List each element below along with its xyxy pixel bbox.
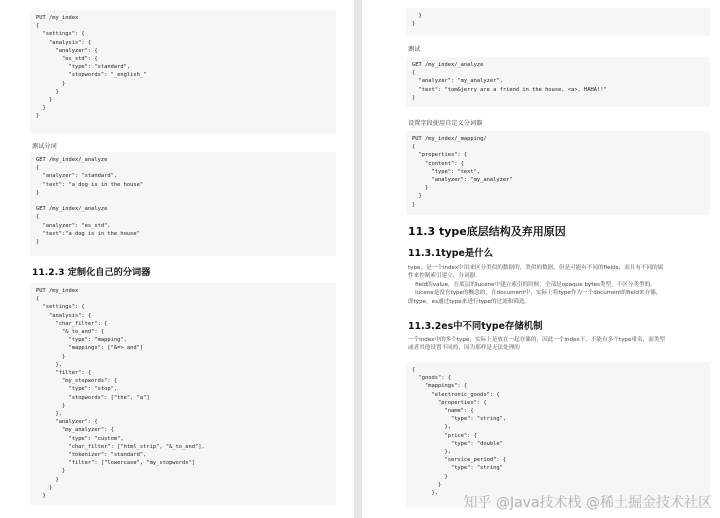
- section-label-field-analyzer: 设置字段使用自定义分词器: [408, 120, 483, 127]
- watermark-text: 知乎 @Java技术栈 @稀土掘金技术社区: [463, 495, 712, 511]
- code-text: PUT /my_index/_mapping/ { "properties": { "content": { "type": "text", "analyzer": "my_analyzer" } } }: [412, 136, 513, 208]
- code-text: { "goods": { "mappings": { "electronic_goods": { "properties": { "name": { "type": "string", }, "price": { "type": "double" }, "service_period": { "type": "string" } } },: [412, 367, 507, 497]
- section-heading-custom-analyzer: 11.2.3 定制化自己的分词器: [32, 267, 151, 278]
- page-divider: [354, 0, 362, 518]
- section-label-test-analyze: 测试分词: [32, 143, 57, 150]
- code-block-analyze: [30, 152, 336, 256]
- code-text: GET /my_index/_analyze { "analyzer": "my_analyzer", "text": "tom&jerry are a friend in the house, <a>, HAHA!!" }: [412, 62, 607, 101]
- left-document-page: [0, 0, 354, 518]
- code-text: PUT /my_index { "settings": { "analysis": { "char_filter": { "&_to_and": { "type": "mapping", "mappings": ["&=> and"] } }, "filter": { "my_stopwords": { "type": "stop", "stopwords": ["the", "a"] } }, "analyzer": { "my_analyzer": { "type": "custom", "char_filter": ["html_strip", "&_to_and"], "tokenizer": "standard", "filter": ["lowercase", "my_stopwords"] } } } }: [36, 288, 205, 500]
- section-heading-what-is-type: 11.3.1type是什么: [408, 248, 494, 259]
- section-heading-type-storage: 11.3.2es中不同type存储机制: [408, 321, 543, 332]
- section-label-test: 测试: [408, 46, 421, 53]
- code-block-mapping: [406, 131, 710, 215]
- paragraph-type-definition: type，是一个index中用来区分类似的数据的，类似的数据，但是可能有不同的fields，而且有不同的属 性来控制索引建立、分词器. field的value，在底层的lucene中建立索引的时候，全部是opaque bytes类型，不区分类型的。 lucene是没有type的概念的，在document中，实际上将type作为一个document的field来存储， 即type，es通过type来进行type的过滤和筛选。: [408, 265, 664, 305]
- paragraph-type-storage: 一个index中的多个type，实际上是放在一起存储的，因此一个index下，不能有多个type重名，而类型 或者其他设置不同的，因为那样是无法处理的: [408, 337, 665, 352]
- code-block-put-index: [30, 10, 336, 134]
- code-block-test-analyzer: [406, 57, 710, 107]
- code-text: GET /my_index/_analyze { "analyzer": "standard", "text": "a dog is in the house" } GET /my_index/_analyze { "analyzer": "es_std", "text":"a dog is in the house" }: [36, 157, 144, 246]
- section-heading-type-structure: 11.3 type底层结构及弃用原因: [408, 225, 566, 238]
- code-text: PUT /my_index { "settings": { "analysis": { "analyzer": { "es_std": { "type": "standard", "stopwords": "_english_" } } } } }: [36, 15, 147, 120]
- code-block-custom-analyzer: [30, 283, 336, 505]
- code-text: } }: [412, 13, 422, 28]
- code-block-closing: [406, 8, 710, 36]
- right-document-page: [362, 0, 720, 518]
- code-block-goods-mapping: [406, 362, 710, 508]
